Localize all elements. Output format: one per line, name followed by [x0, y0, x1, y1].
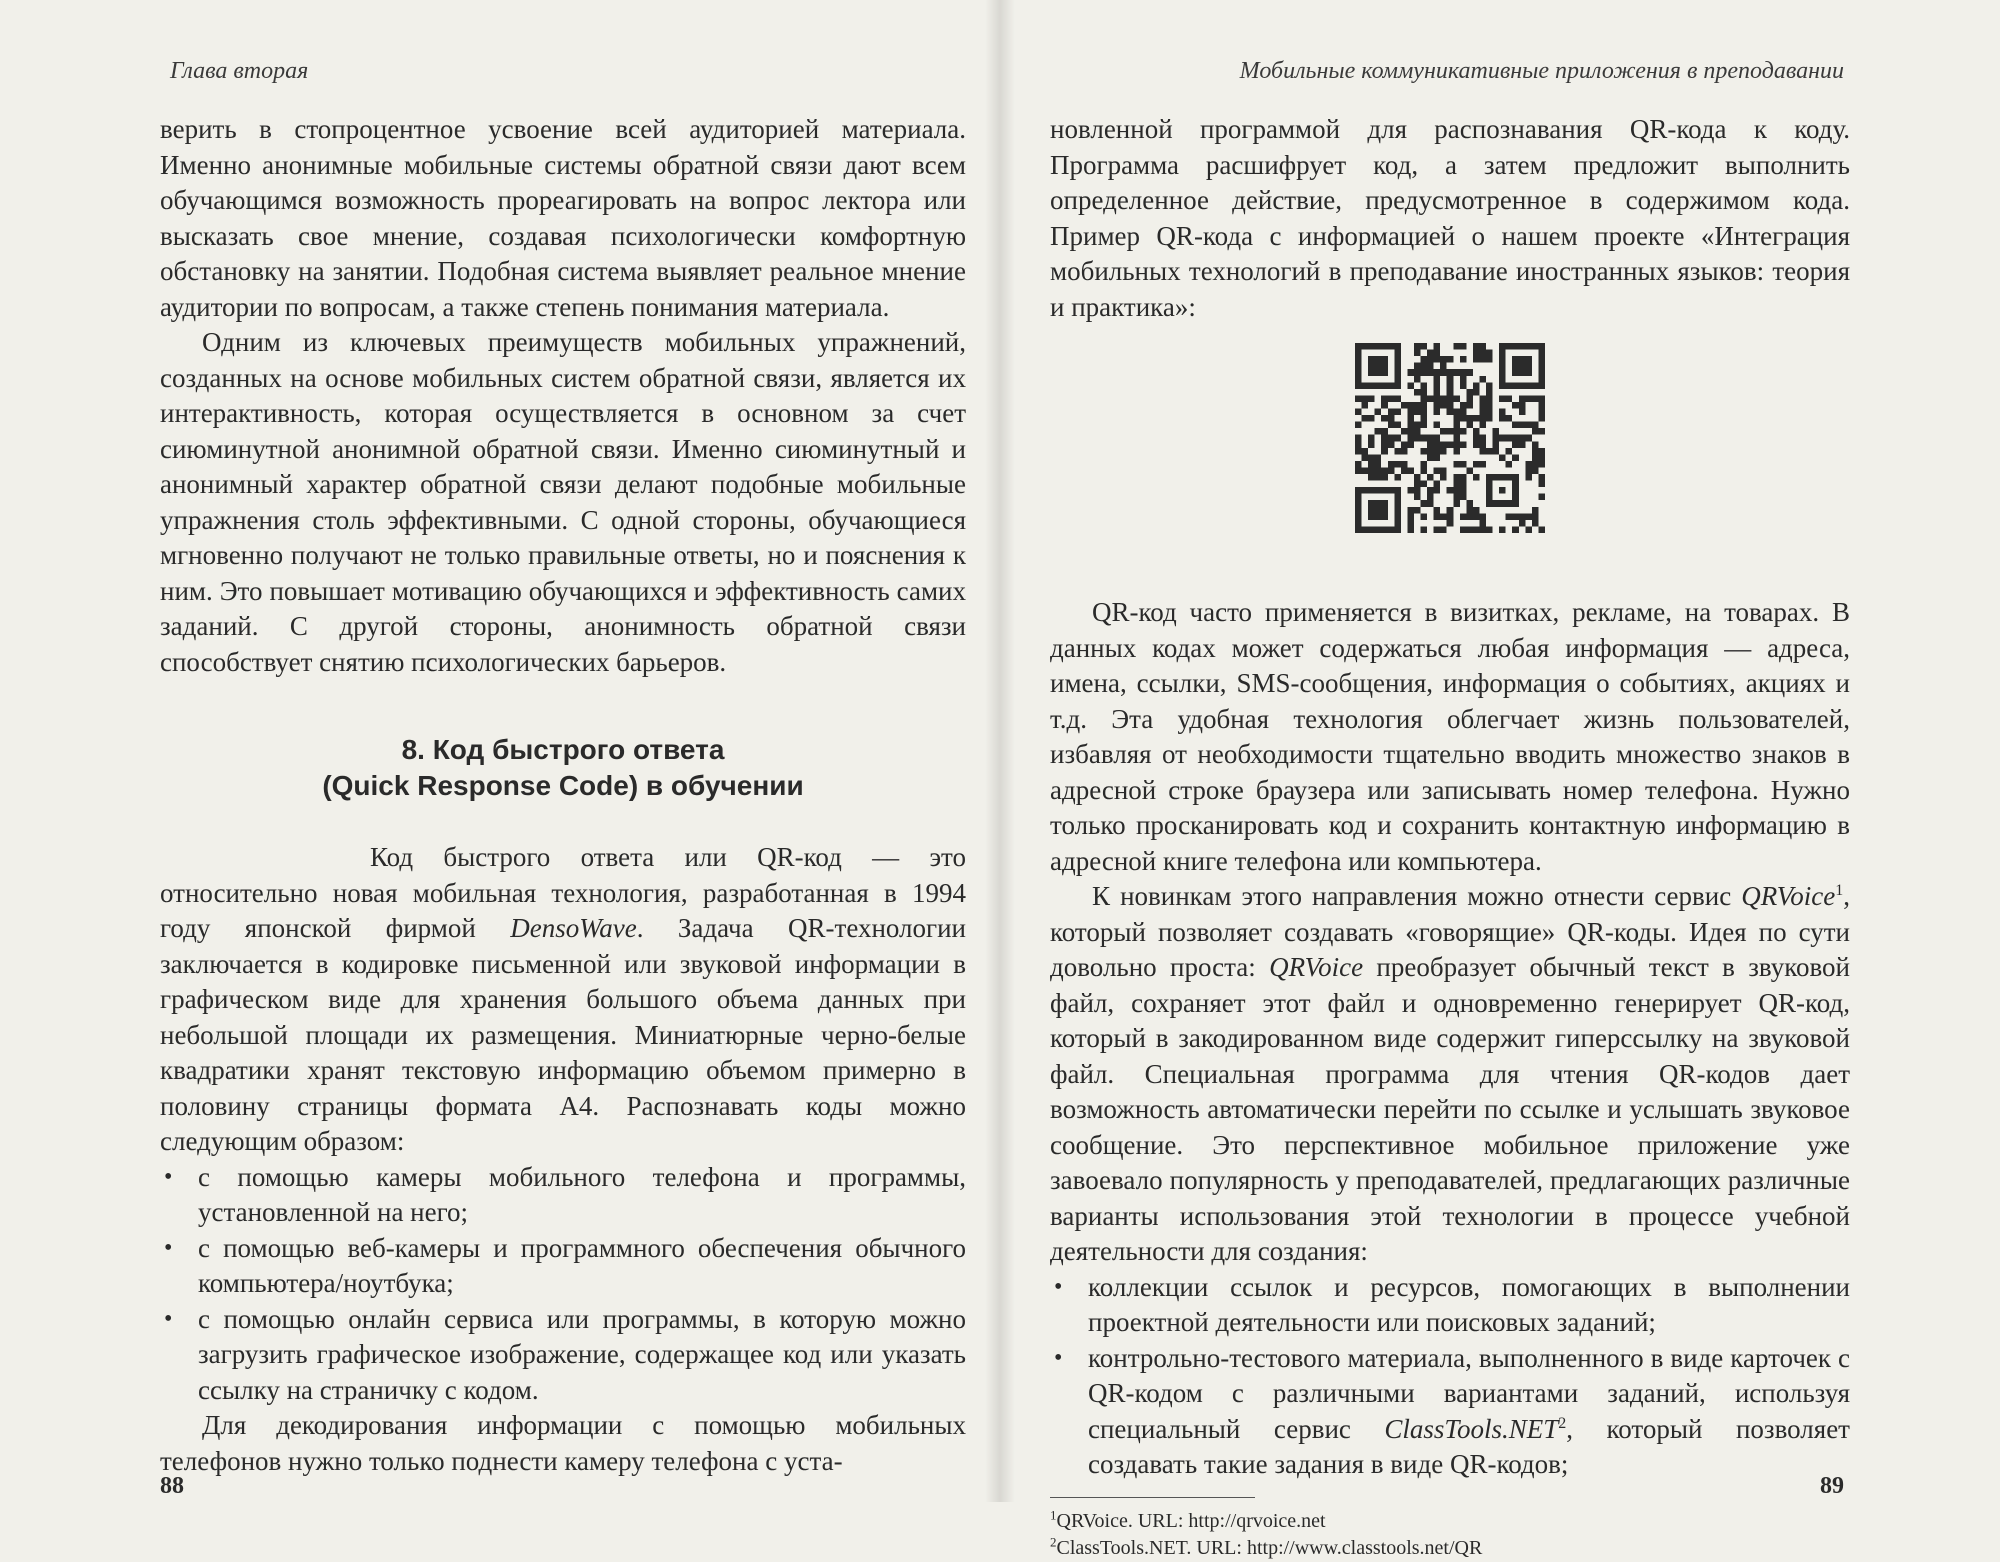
footnote [1050, 1508, 1850, 1535]
service-name: QRVoice [1741, 881, 1836, 911]
left-paragraph-3-part-a: Код быстрого ответа или QR-код — это относительно новая мобильная технология, разработанная в 1994 году японской фирмой [160, 842, 966, 943]
right-paragraph-3 [1050, 879, 1850, 1270]
list-item [160, 1302, 966, 1409]
list-item-text: коллекции ссылок и ресурсов, помогающих в выполнении проектной деятельности или поисковых заданий; [1088, 1271, 1850, 1337]
left-running-head: Глава вторая [170, 58, 309, 84]
section-heading-line-2: (Quick Response Code) в обучении [322, 770, 804, 801]
bullet-icon: • [164, 1234, 173, 1261]
footnote-ref-1: 1 [1835, 882, 1844, 899]
qr-code-icon [1355, 343, 1545, 533]
left-page-body [160, 112, 966, 1479]
list-item-text: с помощью камеры мобильного телефона и программы, установленной на него; [198, 1161, 966, 1227]
right-page-number: 89 [1820, 1473, 1844, 1499]
left-paragraph-3-part-b: . Задача QR-технологии заключается в кодировке письменной или звуковой информации в графическом виде для хранения большого объема данных при небольшой площади их размещения. Миниатюрные черно-белые квадратики хранят текстовую информацию объемом примерно в половину страницы формата А4. Распознавать коды можно следующим образом: [160, 913, 966, 1156]
right-paragraph-3-part-a: К новинкам этого направления можно отнести сервис [1092, 881, 1742, 911]
list-item [160, 1231, 966, 1302]
service-name: QRVoice [1269, 952, 1364, 982]
footnote-mark: 1 [1050, 1506, 1057, 1522]
bullet-icon: • [164, 1305, 173, 1332]
right-page-body [1050, 112, 1850, 1562]
footnote-ref-2: 2 [1558, 1414, 1567, 1432]
right-page [1000, 0, 2000, 1559]
list-item-text: контрольно-тестового материала, выполненного в виде карточек с QR-кодом с различными вариантами заданий, используя специальный сервис [1088, 1342, 1850, 1444]
footnote-text: ClassTools.NET. URL: http://www.classtools.net/QR [1056, 1536, 1483, 1559]
right-paragraph-2: QR-код часто применяется в визитках, рекламе, на товарах. В данных кодах может содержаться любая информация — адреса, имена, ссылки, SMS-сообщения, информация о событиях, акциях и т.д. Эта удобная технология облегчает жизнь пользователей, избавляя от необходимости тщательно вводить множество знаков в адресной строке браузера или записывать номер телефона. Нужно только просканировать код и сохранить контактную информацию в адресной книге телефона или компьютера. [1050, 597, 1850, 876]
right-paragraph-3-part-c: преобразует обычный текст в звуковой файл, сохраняет этот файл и одновременно генерирует QR-код, который в закодированном виде содержит гиперссылку на звуковой файл. Специальная программа для чтения QR-кодов дает возможность автоматически перейти по ссылке и услышать звуковое сообщение. Это перспективное мобильное приложение уже завоевало популярность у преподавателей, предлагающих различные варианты использования этой технологии в процессе учебной деятельности для создания: [1050, 952, 1850, 1266]
list-item-text: с помощью веб-камеры и программного обеспечения обычного компьютера/ноутбука; [198, 1232, 966, 1298]
qr-code-figure [1050, 343, 1850, 533]
recognition-methods-list [160, 1160, 966, 1409]
section-heading [160, 732, 966, 804]
left-paragraph-2: Одним из ключевых преимуществ мобильных упражнений, созданных на основе мобильных систем обратной связи, является их интерактивность, которая осуществляется в основном за счет сиюминутной анонимной обратной связи. Именно сиюминутный и анонимный характер обратной связи делают подобные мобильные упражнения столь эффективными. С одной стороны, обучающиеся мгновенно получают не только правильные ответы, но и пояснения к ним. Это повышает мотивацию обучающихся и эффективность самих заданий. С другой стороны, анонимность обратной связи способствует снятию психологических барьеров. [160, 327, 966, 677]
footnote-mark: 2 [1050, 1533, 1057, 1549]
right-paragraph-3-part-b: , который позволяет создавать «говорящие» QR-коды. Идея по сути довольно проста: [1050, 881, 1850, 982]
footnote-divider [1050, 1497, 1255, 1498]
list-item-text-end: , который позволяет создавать такие задания в виде QR-кодов; [1088, 1413, 1850, 1479]
bullet-icon: • [1054, 1344, 1063, 1371]
footnote-text: QRVoice. URL: http://qrvoice.net [1056, 1509, 1326, 1532]
left-paragraph-1: верить в стопроцентное усвоение всей аудиторией материала. Именно анонимные мобильные системы обратной связи дают всем обучающимся возможность прореагировать на вопрос лектора или высказать свое мнение, создавая психологически комфортную обстановку на занятии. Подобная система выявляет реальное мнение аудитории по вопросам, а также степень понимания материала. [160, 114, 966, 322]
left-paragraph-4: Для декодирования информации с помощью мобильных телефонов нужно только поднести камеру телефона с уста- [160, 1410, 966, 1476]
list-item [160, 1160, 966, 1231]
list-item [1050, 1270, 1850, 1341]
bullet-icon: • [1054, 1273, 1063, 1300]
left-paragraph-3 [160, 840, 966, 1160]
left-page [0, 0, 1000, 1502]
usage-list [1050, 1270, 1850, 1483]
right-paragraph-1: новленной программой для распознавания QR-кода к коду. Программа расшифрует код, а затем предложит выполнить определенное действие, предусмотренное в содержимом кода. Пример QR-кода с информацией о нашем проекте «Интеграция мобильных технологий в преподавание иностранных языков: теория и практика»: [1050, 114, 1850, 322]
company-name: DensoWave [510, 913, 637, 943]
list-item [1050, 1341, 1850, 1483]
right-running-head: Мобильные коммуникативные приложения в преподавании [1239, 58, 1844, 84]
left-page-number: 88 [160, 1473, 184, 1499]
bullet-icon: • [164, 1163, 173, 1190]
service-name: ClassTools.NET [1384, 1413, 1559, 1444]
footnote [1050, 1535, 1850, 1562]
section-heading-line-1: 8. Код быстрого ответа [401, 734, 725, 765]
list-item-text: с помощью онлайн сервиса или программы, в которую можно загрузить графическое изображение, содержащее код или указать ссылку на страничку с кодом. [198, 1303, 966, 1405]
